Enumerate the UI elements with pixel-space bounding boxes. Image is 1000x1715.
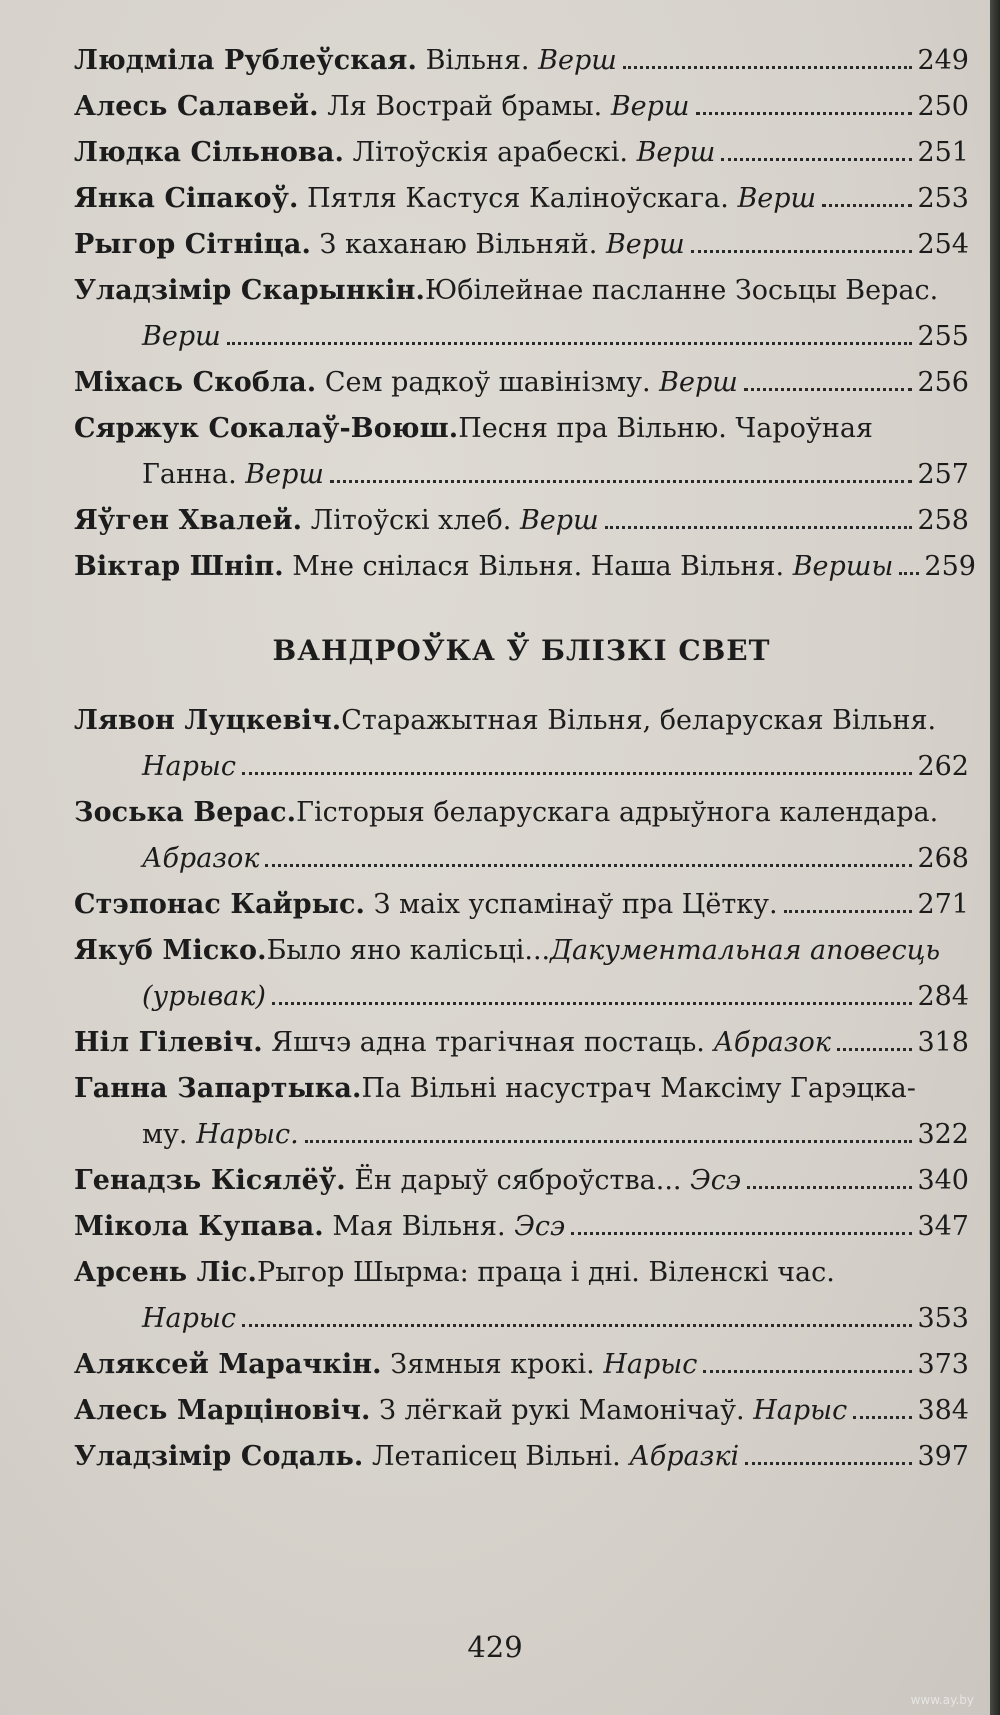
dot-leader (899, 572, 919, 575)
toc-author: Якуб Міско. (74, 935, 267, 966)
toc-part-2 (74, 698, 969, 1480)
toc-author: Рыгор Сітніца. (74, 229, 311, 260)
toc-genre: Абразок (713, 1027, 831, 1058)
toc-author: Ніл Гілевіч. (74, 1027, 263, 1058)
toc-entry (74, 38, 969, 84)
dot-leader (853, 1416, 912, 1419)
toc-entry-line (74, 1066, 969, 1112)
toc-entry (74, 698, 969, 790)
dot-leader (721, 158, 912, 161)
toc-title: Ля Вострай брамы. (327, 91, 603, 122)
toc-entry-line (74, 268, 969, 314)
toc-page-number: 268 (917, 843, 969, 874)
toc-entry (74, 928, 969, 1020)
toc-entry (74, 1066, 969, 1158)
toc-entry-line (74, 406, 969, 452)
dot-leader (744, 388, 913, 391)
toc-genre: Нарыс. (196, 1119, 299, 1150)
toc-entry (74, 1020, 969, 1066)
toc-title: З маіх успамінаў пра Цётку. (373, 889, 778, 920)
toc-title-cont: Ганна. (142, 459, 237, 490)
dot-leader (784, 910, 913, 913)
toc-title: З каханаю Вільняй. (319, 229, 598, 260)
toc-entry (74, 1204, 969, 1250)
toc-page-number: 253 (917, 183, 969, 214)
book-edge-shadow (990, 0, 1000, 1715)
dot-leader (571, 1232, 912, 1235)
toc-entry (74, 1434, 969, 1480)
toc-author: Арсень Ліс. (74, 1257, 258, 1288)
toc-genre: Нарыс (142, 751, 237, 782)
toc-page-number: 258 (917, 505, 969, 536)
toc-entry (74, 406, 969, 498)
toc-entry-line (74, 1020, 969, 1066)
toc-entry (74, 84, 969, 130)
toc-title: Літоўскія арабескі. (352, 137, 628, 168)
toc-entry (74, 1158, 969, 1204)
toc-genre: Верш (142, 321, 221, 352)
toc-entry (74, 498, 969, 544)
toc-entry-line (74, 1388, 969, 1434)
dot-leader (242, 772, 912, 775)
toc-entry-line (74, 1434, 969, 1480)
toc-genre: Вершы (792, 551, 894, 582)
toc-entry (74, 130, 969, 176)
toc-title: З лёгкай рукі Мамонічаў. (379, 1395, 745, 1426)
toc-author: Уладзімір Содаль. (74, 1441, 364, 1472)
section-title: ВАНДРОЎКА Ў БЛІЗКІ СВЕТ (272, 634, 771, 667)
toc-entry-continuation (74, 314, 969, 360)
toc-entry-line (74, 698, 969, 744)
toc-page-number: 271 (917, 889, 969, 920)
dot-leader (227, 342, 913, 345)
toc-genre: Верш (245, 459, 324, 490)
toc-entry-continuation (74, 836, 969, 882)
toc-entry-line (74, 222, 969, 268)
toc-entry (74, 790, 969, 882)
toc-entry (74, 360, 969, 406)
toc-genre: Эсэ (690, 1165, 742, 1196)
toc-author: Алесь Марціновіч. (74, 1395, 371, 1426)
toc-title: Пятля Кастуся Каліноўскага. (307, 183, 729, 214)
dot-leader (305, 1140, 913, 1143)
toc-entry-continuation (74, 1112, 969, 1158)
dot-leader (265, 864, 912, 867)
toc-genre: Верш (659, 367, 738, 398)
toc-page-number: 250 (917, 91, 969, 122)
table-of-contents (74, 38, 976, 1480)
toc-entry-line (74, 882, 969, 928)
toc-part-1 (74, 38, 976, 590)
toc-entry (74, 268, 969, 360)
toc-author: Алесь Салавей. (74, 91, 319, 122)
dot-leader (605, 526, 913, 529)
toc-author: Уладзімір Скарынкін. (74, 275, 426, 306)
toc-genre: Абразок (142, 843, 260, 874)
toc-genre: Нарыс (753, 1395, 848, 1426)
toc-author: Віктар Шніп. (74, 551, 284, 582)
toc-page-number: 347 (917, 1211, 969, 1242)
toc-title: Песня пра Вільню. Чароўная (458, 413, 873, 444)
toc-entry-line (74, 544, 976, 590)
dot-leader (691, 250, 913, 253)
toc-page-number: 259 (924, 551, 976, 582)
toc-genre: Верш (636, 137, 716, 168)
toc-genre: Дакументальная аповесць (550, 935, 941, 966)
toc-entry-continuation (74, 974, 969, 1020)
toc-entry-line (74, 360, 969, 406)
dot-leader (837, 1048, 913, 1051)
toc-genre-cont: (урывак) (142, 981, 266, 1012)
toc-genre: Эсэ (514, 1211, 566, 1242)
toc-genre: Верш (610, 91, 690, 122)
toc-entry-line (74, 176, 969, 222)
dot-leader (745, 1462, 912, 1465)
toc-author: Міхась Скобла. (74, 367, 317, 398)
dot-leader (330, 480, 913, 483)
toc-entry (74, 176, 969, 222)
toc-page-number: 256 (917, 367, 969, 398)
toc-page-number: 249 (917, 45, 969, 76)
toc-entry (74, 1250, 969, 1342)
toc-title: Старажытная Вільня, беларуская Вільня. (341, 705, 937, 736)
toc-genre: Нарыс (603, 1349, 698, 1380)
toc-page-number: 353 (917, 1303, 969, 1334)
toc-title: Рыгор Шырма: праца і дні. Віленскі час. (257, 1257, 835, 1288)
toc-page-number: 322 (917, 1119, 969, 1150)
toc-page-number: 257 (917, 459, 969, 490)
toc-title: Мне снілася Вільня. Наша Вільня. (292, 551, 785, 582)
toc-page-number: 397 (917, 1441, 969, 1472)
toc-entry-line (74, 130, 969, 176)
toc-title: Па Вільні насустрач Максіму Гарэцка- (361, 1073, 916, 1104)
dot-leader (747, 1186, 912, 1189)
toc-entry-continuation (74, 452, 969, 498)
toc-page-number: 340 (917, 1165, 969, 1196)
toc-author: Ганна Запартыка. (74, 1073, 362, 1104)
toc-entry-line (74, 84, 969, 130)
toc-title: Яшчэ адна трагічная постаць. (271, 1027, 705, 1058)
toc-entry-line (74, 790, 969, 836)
toc-genre: Верш (737, 183, 817, 214)
dot-leader (696, 112, 913, 115)
toc-entry-line (74, 1158, 969, 1204)
toc-title: Ён дарыў сяброўства... (354, 1165, 682, 1196)
toc-author: Зоська Верас. (74, 797, 297, 828)
toc-entry (74, 1388, 969, 1434)
toc-title: Гісторыя беларускага адрыўнога календара. (296, 797, 939, 828)
toc-entry-line (74, 928, 969, 974)
toc-page-number: 373 (917, 1349, 969, 1380)
toc-entry-line (74, 498, 969, 544)
toc-author: Людка Сільнова. (74, 137, 344, 168)
toc-title-cont: му. (142, 1119, 188, 1150)
toc-author: Сяржук Сокалаў-Воюш. (74, 413, 459, 444)
toc-genre: Верш (605, 229, 685, 260)
toc-genre: Абразкі (629, 1441, 740, 1472)
toc-author: Стэпонас Кайрыс. (74, 889, 365, 920)
dot-leader (272, 1002, 913, 1005)
toc-entry-continuation (74, 744, 969, 790)
toc-genre: Нарыс (142, 1303, 237, 1334)
toc-title: Летапісец Вільні. (371, 1441, 621, 1472)
toc-author: Генадзь Кісялёў. (74, 1165, 346, 1196)
toc-page-number: 254 (917, 229, 969, 260)
toc-title: Сем радкоў шавінізму. (324, 367, 651, 398)
toc-entry (74, 544, 976, 590)
toc-title: Было яно калісьці... (266, 935, 551, 966)
toc-title: Юбілейнае пасланне Зосьцы Верас. (425, 275, 939, 306)
toc-entry (74, 1342, 969, 1388)
toc-entry-line (74, 1204, 969, 1250)
toc-author: Людміла Рублеўская. (74, 45, 417, 76)
toc-author: Мікола Купава. (74, 1211, 324, 1242)
toc-page-number: 284 (917, 981, 969, 1012)
toc-entry-line (74, 1250, 969, 1296)
toc-entry-continuation (74, 1296, 969, 1342)
dot-leader (623, 66, 913, 69)
toc-entry-line (74, 1342, 969, 1388)
dot-leader (822, 204, 912, 207)
toc-genre: Верш (519, 505, 599, 536)
toc-author: Аляксей Марачкін. (74, 1349, 382, 1380)
toc-title: Мая Вільня. (332, 1211, 506, 1242)
toc-author: Яўген Хвалей. (74, 505, 303, 536)
toc-title: Вільня. (425, 45, 530, 76)
toc-author: Янка Сіпакоў. (74, 183, 299, 214)
toc-page-number: 251 (917, 137, 969, 168)
toc-page-number: 255 (917, 321, 969, 352)
toc-author: Лявон Луцкевіч. (74, 705, 342, 736)
toc-title: Літоўскі хлеб. (310, 505, 512, 536)
dot-leader (703, 1370, 912, 1373)
toc-page-number: 318 (917, 1027, 969, 1058)
toc-title: Зямныя крокі. (390, 1349, 595, 1380)
toc-entry (74, 222, 969, 268)
toc-entry-line (74, 38, 969, 84)
page-number: 429 (467, 1630, 523, 1664)
toc-entry (74, 882, 969, 928)
toc-page-number: 262 (917, 751, 969, 782)
watermark: www.ay.by (910, 1693, 974, 1707)
toc-page-number: 384 (917, 1395, 969, 1426)
dot-leader (242, 1324, 912, 1327)
toc-genre: Верш (538, 45, 617, 76)
